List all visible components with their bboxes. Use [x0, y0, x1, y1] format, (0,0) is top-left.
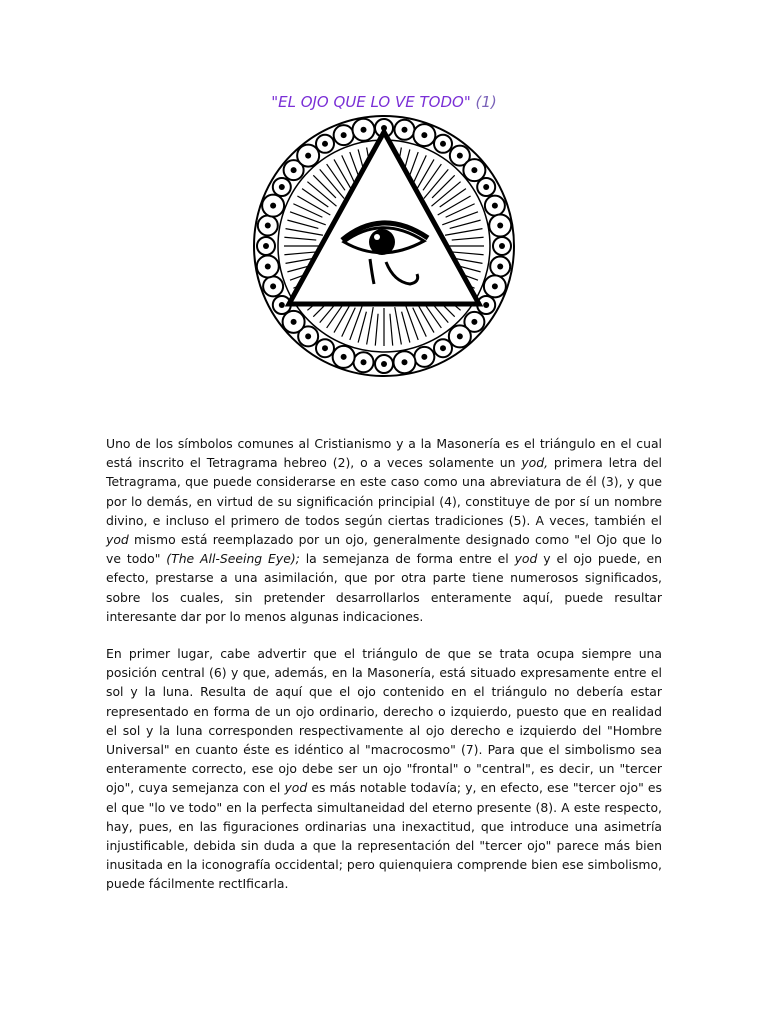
body-text: [106, 434, 662, 912]
text-run: es más notable todavía; y, en efecto, ese "tercer ojo" es el que "lo ve todo" en la perfecta simultaneidad del eterno presente (8). A este respecto, hay, pues, en las figuraciones ordinarias una inexactitud, que introduce una asimetría injustificable, debida sin duda a que la representación del "tercer ojo" parece más bien inusitada en la iconografía occidental; pero quienquiera comprende bien ese simbolismo, puede fácilmente rectIficarla.: [106, 780, 662, 892]
italic-run: (The All-Seeing Eye);: [166, 551, 300, 567]
italic-run: yod: [514, 551, 538, 567]
text-run: y el ojo puede, en efecto, prestarse a una asimilación, que por otra parte tiene numerosos significados, sobre los cuales, sin pretender desarrollarlos enteramente aquí, puede resultar interesante dar por lo menos algunas indicaciones.: [106, 551, 662, 624]
text-run: la semejanza de forma entre el: [299, 551, 515, 567]
paragraph: [106, 434, 662, 626]
text-run: mismo está reemplazado por un ojo, generalmente designado como "el Ojo que lo ve todo": [106, 532, 662, 567]
text-run: primera letra del Tetragrama, que puede considerarse en este caso como una abreviatura de él (3), y que por lo demás, en virtud de su significación principial (4), constituye de por sí un nombre divino, e incluso el primero de todos según ciertas tradiciones (5). A veces, también el: [106, 455, 662, 528]
italic-run: yod: [106, 532, 129, 548]
all-seeing-eye-triangle-icon: [252, 114, 516, 378]
footnote-reference: (1): [475, 93, 497, 111]
italic-run: yod,: [521, 455, 549, 471]
italic-run: yod: [284, 780, 308, 796]
paragraph: [106, 644, 662, 894]
text-run: En primer lugar, cabe advertir que el triángulo de que se trata ocupa siempre una posición central (6) y que, además, en la Masonería, está situado expresamente entre el sol y la luna. Resulta de aquí que el ojo contenido en el triángulo no debería estar representado en forma de un ojo ordinario, derecho o izquierdo, puesto que en realidad el sol y la luna corresponden respectivamente al ojo derecho e izquierdo del "Hombre Universal" en cuanto éste es idéntico al "macrocosmo" (7). Para que el simbolismo sea enteramente correcto, ese ojo debe ser un ojo "frontal" o "central", es decir, un "tercer ojo", cuya semejanza con el: [106, 646, 662, 796]
text-run: Uno de los símbolos comunes al Cristianismo y a la Masonería es el triángulo en el cual está inscrito el Tetragrama hebreo (2), o a veces solamente un: [106, 436, 662, 471]
title-text: "EL OJO QUE LO VE TODO": [271, 93, 471, 111]
page-title: [0, 92, 768, 112]
